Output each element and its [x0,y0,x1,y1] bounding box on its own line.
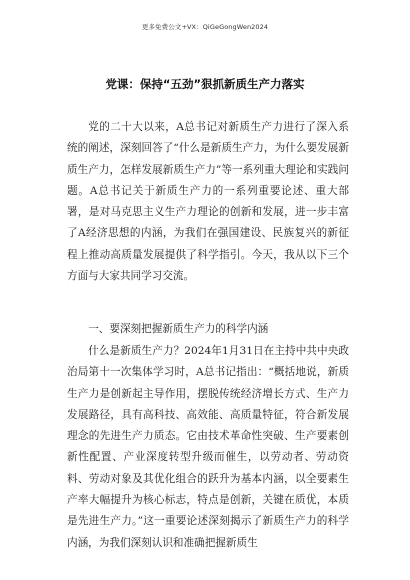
document-title: 党课：保持“五劲”狠抓新质生产力落实 [105,77,305,91]
header-promo-note: 更多免费公文+VX：QiGeGongWen2024 [141,23,269,31]
section-heading: 一、要深刻把握新质生产力的科学内涵 [88,323,269,335]
intro-section [67,117,349,287]
section-heading-block [67,319,349,340]
section-body [67,341,349,554]
paragraph: 党的二十大以来，A总书记对新质生产力进行了深入系统的阐述，深刻回答了“什么是新质生产力，为什么要发展新质生产力，怎样发展新质生产力”等一系列重大理论和实践问题。A总书记关于新质生产力的一系列重要论述、重大部署，是对马克思主义生产力理论的创新和发展，进一步丰富了A经济思想的内涵，为我们在强国建设、民族复兴的新征程上推动高质量发展提供了科学指引。今天，我从以下三个方面与大家共同学习交流。 [67,121,349,283]
paragraph: 什么是新质生产力？2024年1月31日在主持中共中央政治局第十一次集体学习时，A总书记指出：“概括地说，新质生产力是创新起主导作用，摆脱传统经济增长方式、生产力发展路径，具有高科技、高效能、高质量特征，符合新发展理念的先进生产力质态。它由技术革命性突破、生产要素创新性配置、产业深度转型升级而催生，以劳动者、劳动资料、劳动对象及其优化组合的跃升为基本内涵，以全要素生产率大幅提升为核心标志，特点是创新，关键在质优，本质是先进生产力。”这一重要论述深刻揭示了新质生产力的科学内涵，为我们深刻认识和准确把握新质生 [67,345,349,549]
